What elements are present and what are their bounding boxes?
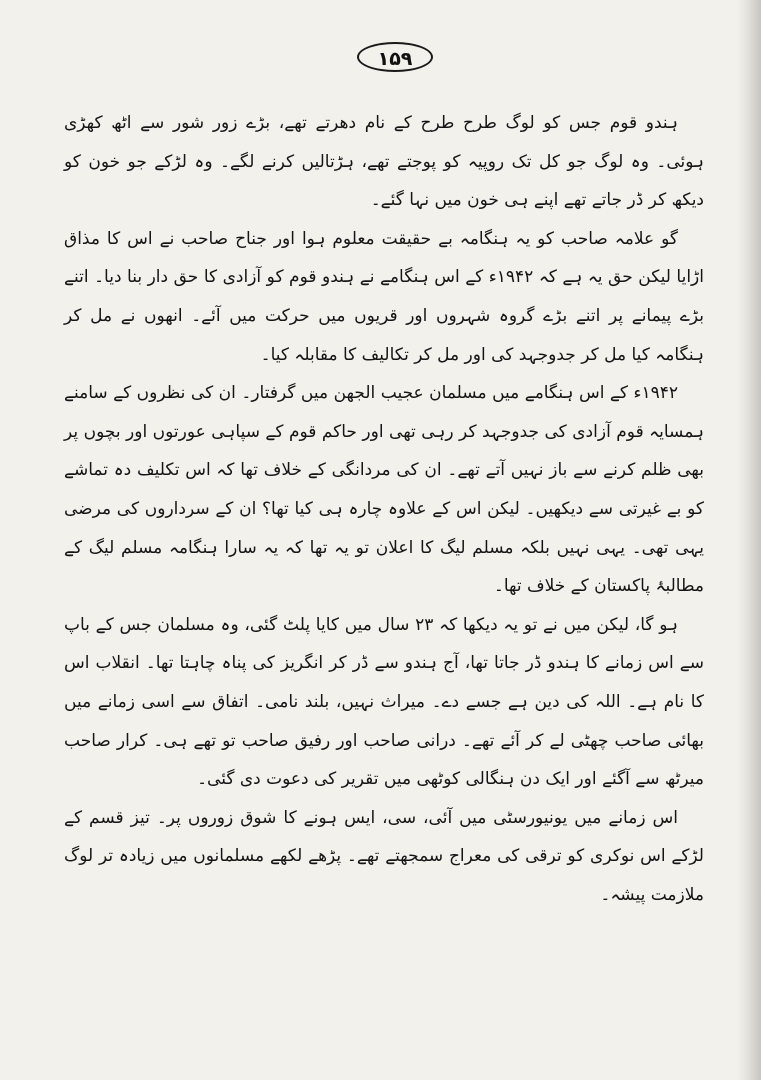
paragraph-1: ہندو قوم جس کو لوگ طرح طرح کے نام دھرتے تھے، بڑے زور شور سے اٹھ کھڑی ہوئی۔ وہ لوگ جو کل تک روپیہ کو پوجتے تھے، ہڑتالیں کرنے لگے۔ وہ لڑکے جو خون کو دیکھ کر ڈر جاتے تھے اپنے ہی خون میں نہا گئے۔ [64, 113, 704, 211]
page-number: ۱۵۹ [357, 42, 433, 72]
page-gutter-shadow [737, 0, 761, 1080]
paragraph-5: اس زمانے میں یونیورسٹی میں آئی، سی، ایس ہونے کا شوق زوروں پر۔ تیز قسم کے لڑکے اس نوکری کو ترقی کی معراج سمجھتے تھے۔ پڑھے لکھے مسلمانوں میں زیادہ تر لوگ ملازمت پیشہ۔ [64, 807, 704, 905]
body-text [64, 104, 704, 914]
paragraph-3: ۱۹۴۲ء کے اس ہنگامے میں مسلمان عجیب الجھن میں گرفتار۔ ان کی نظروں کے سامنے ہمسایہ قوم آزادی کی جدوجہد کر رہی تھی اور حاکم قوم کے سپاہی عورتوں اور بچوں پر بھی ظلم کرنے سے باز نہیں آتے تھے۔ ان کی مردانگی کے خلاف تھا کہ اس تکلیف دہ تماشے کو بے غیرتی سے دیکھیں۔ لیکن اس کے علاوہ چارہ ہی کیا تھا؟ ان کے سرداروں کی مرضی یہی تھی۔ یہی نہیں بلکہ مسلم لیگ کا اعلان تو یہ تھا کہ یہ سارا ہنگامہ مسلم لیگ کے مطالبۂ پاکستان کے خلاف تھا۔ [64, 383, 704, 597]
paragraph-2: گو علامہ صاحب کو یہ ہنگامہ بے حقیقت معلوم ہوا اور جناح صاحب نے اس کا مذاق اڑایا لیکن حق یہ ہے کہ ۱۹۴۲ء کے اس ہنگامے نے ہندو قوم کو آزادی کا حق دار بنا دیا۔ اتنے بڑے پیمانے پر اتنے بڑے گروہ شہروں اور قریوں میں حرکت میں آئے۔ انھوں نے مل کر ہنگامہ کیا مل کر جدوجہد کی اور مل کر تکالیف کا مقابلہ کیا۔ [64, 228, 704, 365]
paragraph-4: ہو گا، لیکن میں نے تو یہ دیکھا کہ ۲۳ سال میں کایا پلٹ گئی، وہ مسلمان جس کے باپ سے اس زمانے کا ہندو ڈر جاتا تھا، آج ہندو سے ڈر کر انگریز کی پناہ چاہتا تھا۔ انقلاب اس کا نام ہے۔ اللہ کی دین ہے جسے دے۔ میراث نہیں، بلند نامی۔ اتفاق سے اسی زمانے میں بھائی صاحب چھٹی لے کر آئے تھے۔ درانی صاحب اور رفیق صاحب تو تھے ہی۔ کرار صاحب میرٹھ سے آگئے اور ایک دن ہنگالی کوٹھی میں تقریر کی دعوت دی گئی۔ [64, 614, 704, 790]
